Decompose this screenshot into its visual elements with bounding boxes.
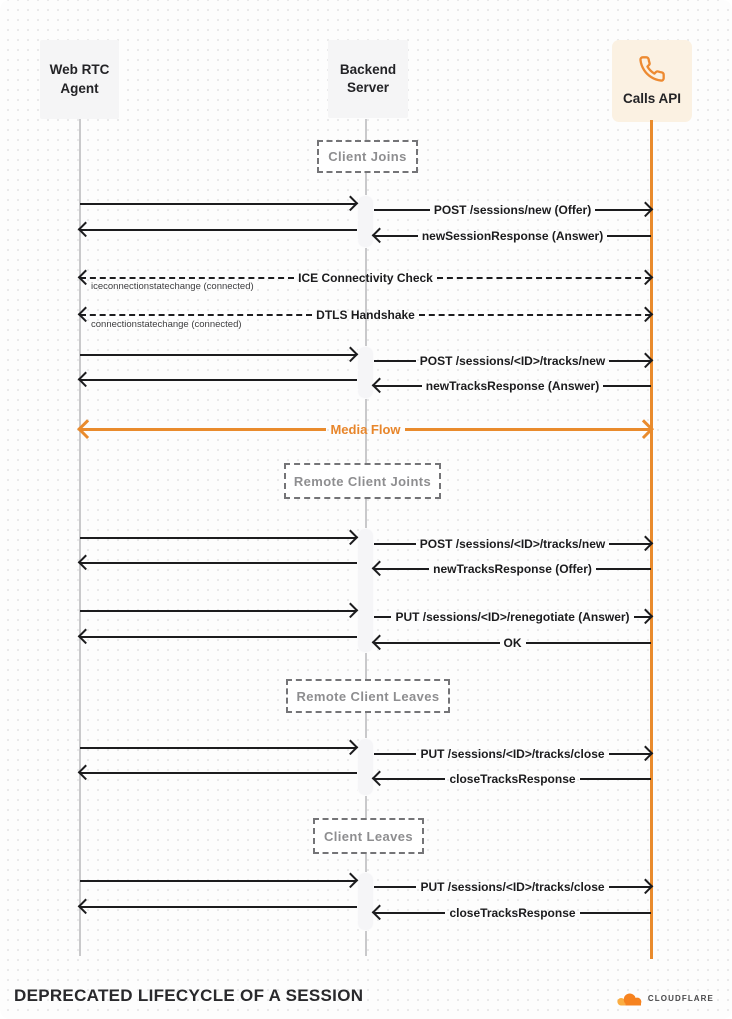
section-client-joins (317, 140, 418, 173)
arrow-line (80, 277, 294, 279)
arrowhead-right-icon (638, 269, 654, 285)
msg-put-tracks-close-2 (374, 879, 651, 894)
response-return-arrow (80, 899, 357, 914)
event-note-dtls: connectionstatechange (connected) (91, 319, 242, 330)
msg-post-sessions-new (374, 202, 651, 217)
arrow-line (80, 379, 357, 381)
arrowhead-left-icon (372, 377, 388, 393)
arrowhead-right-icon (638, 201, 654, 217)
message-label: PUT /sessions/<ID>/tracks/close (420, 746, 605, 761)
arrowhead-right-icon (638, 745, 654, 761)
msg-close-tracks-response-1 (374, 771, 651, 786)
msg-post-tracks-new-2 (374, 536, 651, 551)
message-label: closeTracksResponse (449, 771, 576, 786)
arrowhead-right-icon (343, 195, 359, 211)
section-remote-client-joints (284, 463, 441, 499)
arrow-line (80, 747, 356, 749)
request-forward-arrow (80, 603, 356, 618)
msg-close-tracks-response-2 (374, 905, 651, 920)
response-return-arrow (80, 555, 357, 570)
arrow-line (80, 354, 356, 356)
msg-put-tracks-close-1 (374, 746, 651, 761)
arrowhead-left-icon (78, 371, 94, 387)
activation-bar (358, 347, 373, 398)
msg-new-session-response (374, 228, 651, 243)
section-remote-client-leaves (286, 679, 450, 713)
arrow-line (437, 277, 651, 279)
request-forward-arrow (80, 196, 356, 211)
arrow-line (374, 753, 416, 755)
section-client-leaves (313, 818, 424, 854)
arrowhead-left-icon (372, 770, 388, 786)
activation-bar (358, 873, 373, 930)
response-return-arrow (80, 222, 357, 237)
arrowhead-right-icon (638, 535, 654, 551)
actor-web-rtc-agent (40, 40, 119, 119)
arrow-line (526, 642, 652, 644)
arrow-line (80, 636, 357, 638)
message-label: POST /sessions/<ID>/tracks/new (419, 353, 606, 368)
arrow-line (80, 772, 357, 774)
arrow-line (80, 610, 356, 612)
message-label: Media Flow (330, 422, 401, 437)
arrowhead-left-icon (78, 628, 94, 644)
arrowhead-right-icon (343, 346, 359, 362)
arrowhead-left-icon (78, 764, 94, 780)
activation-bar (358, 196, 373, 247)
msg-new-tracks-response-answer (374, 378, 651, 393)
msg-post-tracks-new-1 (374, 353, 651, 368)
msg-media-flow (80, 422, 651, 437)
arrow-line (80, 880, 356, 882)
arrowhead-left-icon (78, 221, 94, 237)
arrowhead-left-icon (372, 904, 388, 920)
request-forward-arrow (80, 347, 356, 362)
arrowhead-right-icon (638, 352, 654, 368)
arrowhead-left-icon (78, 898, 94, 914)
arrowhead-right-icon (638, 878, 654, 894)
arrow-line (80, 203, 356, 205)
message-label: OK (503, 635, 522, 650)
arrow-line (80, 906, 357, 908)
cloudflare-logo (614, 989, 714, 1007)
arrowhead-right-icon (638, 306, 654, 322)
arrow-line (80, 229, 357, 231)
cloudflare-cloud-icon (614, 989, 644, 1007)
cloudflare-wordmark: CLOUDFLARE (647, 993, 714, 1003)
actor-label: Backend Server (339, 61, 397, 95)
actor-label: Web RTC Agent (49, 62, 110, 96)
message-label: DTLS Handshake (316, 307, 415, 322)
arrowhead-right-icon (343, 529, 359, 545)
arrow-line (374, 209, 430, 211)
arrowhead-left-icon (77, 419, 97, 439)
response-return-arrow (80, 765, 357, 780)
section-label: Client Leaves (323, 828, 413, 844)
arrowhead-right-icon (343, 602, 359, 618)
message-label: newSessionResponse (Answer) (421, 228, 604, 243)
message-label: POST /sessions/new (Offer) (433, 202, 592, 217)
request-forward-arrow (80, 873, 356, 888)
phone-icon (638, 55, 666, 83)
message-label: ICE Connectivity Check (298, 270, 433, 285)
message-label: PUT /sessions/<ID>/renegotiate (Answer) (395, 609, 630, 624)
response-return-arrow (80, 629, 357, 644)
message-label: POST /sessions/<ID>/tracks/new (419, 536, 606, 551)
arrow-line (580, 912, 651, 914)
request-forward-arrow (80, 530, 356, 545)
arrowhead-right-icon (343, 739, 359, 755)
arrow-line (374, 543, 416, 545)
actor-label: Calls API (622, 91, 682, 107)
message-label: PUT /sessions/<ID>/tracks/close (420, 879, 605, 894)
activation-bar (358, 739, 373, 795)
msg-ok (374, 635, 651, 650)
section-label: Remote Client Joints (293, 473, 432, 489)
message-label: newTracksResponse (Offer) (433, 561, 592, 576)
msg-put-renegotiate (374, 609, 651, 624)
diagram-title: DEPRECATED LIFECYCLE OF A SESSION (14, 986, 364, 1005)
event-note-ice: iceconnectionstatechange (connected) (91, 281, 254, 292)
message-label: newTracksResponse (Answer) (425, 378, 600, 393)
arrow-line (374, 642, 500, 644)
arrow-line (374, 886, 416, 888)
arrowhead-left-icon (372, 560, 388, 576)
arrowhead-right-icon (634, 419, 654, 439)
arrowhead-left-icon (78, 554, 94, 570)
arrow-line (80, 314, 312, 316)
arrow-line (80, 537, 356, 539)
arrowhead-right-icon (638, 608, 654, 624)
arrowhead-right-icon (343, 872, 359, 888)
arrowhead-left-icon (372, 634, 388, 650)
arrow-line (419, 314, 651, 316)
activation-bar (358, 529, 373, 652)
arrow-line (596, 568, 651, 570)
message-label: closeTracksResponse (449, 905, 576, 920)
arrow-line (80, 562, 357, 564)
msg-new-tracks-response-offer (374, 561, 651, 576)
section-label: Remote Client Leaves (296, 688, 440, 704)
arrow-line (374, 360, 416, 362)
actor-calls-api (612, 40, 692, 122)
actor-backend-server (328, 40, 408, 118)
request-forward-arrow (80, 740, 356, 755)
arrow-line (607, 235, 651, 237)
section-label: Client Joins (328, 149, 407, 164)
arrow-line (580, 778, 651, 780)
arrow-line (603, 385, 651, 387)
arrow-line (80, 428, 326, 431)
arrowhead-left-icon (372, 227, 388, 243)
arrow-line (374, 616, 391, 618)
response-return-arrow (80, 372, 357, 387)
arrow-line (405, 428, 651, 431)
